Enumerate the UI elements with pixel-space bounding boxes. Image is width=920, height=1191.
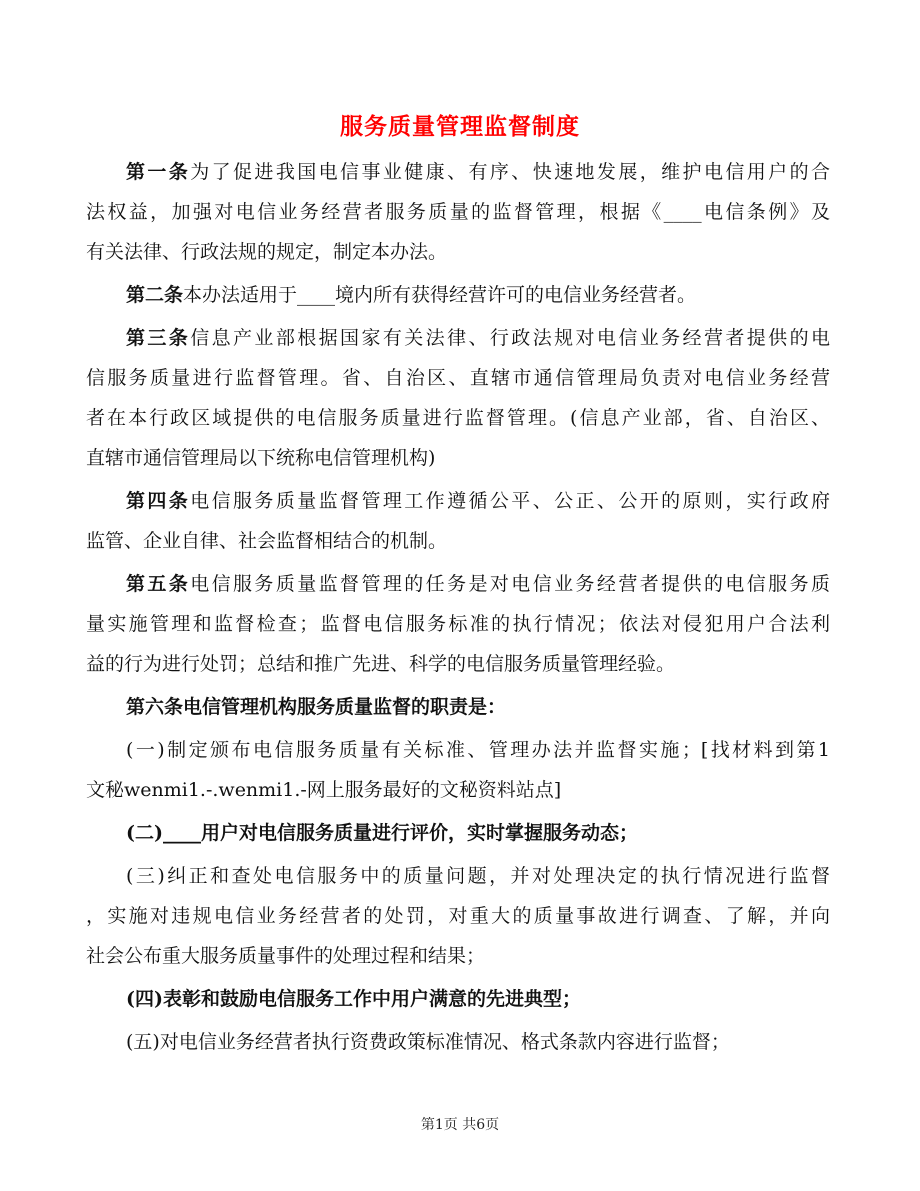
line-text: 社会公布重大服务质量事件的处理过程和结果； [86,945,486,967]
paragraph-line [86,1022,830,1062]
paragraph-line [86,979,830,1019]
article-number: 第二条 [126,284,184,306]
line-text: (五)对电信业务经营者执行资费政策标准情况、格式条款内容进行监督； [126,1031,730,1053]
paragraph-line [86,687,830,727]
line-text: 信服务质量进行监督管理。省、自治区、直辖市通信管理局负责对电信业务经营 [86,367,830,389]
paragraph [86,318,830,478]
page-number: 第1页 共6页 [420,1117,500,1133]
article-number: 第一条 [126,161,191,183]
paragraph-line [86,730,830,770]
paragraph [86,275,830,315]
line-text: 第六条电信管理机构服务质量监督的职责是： [126,696,507,718]
line-text: 文秘wenmi1.-.wenmi1.-网上服务最好的文秘资料站点] [86,779,562,801]
paragraph-line [86,192,830,232]
paragraph-line [86,813,830,853]
line-text: 有关法律、行政法规的规定，制定本办法。 [86,241,448,263]
paragraph-line [86,896,830,936]
paragraph-line [86,398,830,438]
paragraph [86,152,830,272]
paragraph [86,564,830,684]
paragraph [86,856,830,976]
paragraph-line [86,936,830,976]
line-text: (三)纠正和查处电信服务中的质量问题，并对处理决定的执行情况进行监督 [126,865,830,887]
line-text: 者在本行政区域提供的电信服务质量进行监督管理。(信息产业部，省、自治区、 [86,407,830,429]
paragraph-line [86,521,830,561]
paragraph [86,687,830,727]
paragraph [86,979,830,1019]
article-number: 第四条 [126,490,191,512]
line-text: 直辖市通信管理局以下统称电信管理机构) [86,447,436,469]
line-text: 量实施管理和监督检查；监督电信服务标准的执行情况；依法对侵犯用户合法利 [86,613,830,635]
paragraph-line [86,644,830,684]
paragraph [86,813,830,853]
document-body [86,152,830,1065]
line-text: 益的行为进行处罚；总结和推广先进、科学的电信服务质量管理经验。 [86,653,676,675]
paragraph-line [86,358,830,398]
article-number: 第三条 [126,327,191,349]
paragraph [86,481,830,561]
paragraph [86,730,830,810]
line-text: (二)____用户对电信服务质量进行评价，实时掌握服务动态； [126,822,638,844]
paragraph-line [86,856,830,896]
line-text: 电信服务质量监督管理的任务是对电信业务经营者提供的电信服务质 [190,573,830,595]
paragraph-line [86,564,830,604]
line-text: 电信服务质量监督管理工作遵循公平、公正、公开的原则，实行政府 [190,490,830,512]
line-text: 法权益，加强对电信业务经营者服务质量的监督管理，根据《____电信条例》及 [86,201,830,223]
paragraph-line [86,152,830,192]
line-text: (四)表彰和鼓励电信服务工作中用户满意的先进典型； [126,988,581,1010]
line-text: 为了促进我国电信事业健康、有序、快速地发展，维护电信用户的合 [190,161,830,183]
paragraph-line [86,318,830,358]
line-text: 本办法适用于____境内所有获得经营许可的电信业务经营者。 [183,284,697,306]
paragraph-line [86,438,830,478]
paragraph-line [86,604,830,644]
paragraph-line [86,770,830,810]
paragraph-line [86,481,830,521]
paragraph-line [86,275,830,315]
line-text: 监管、企业自律、社会监督相结合的机制。 [86,530,448,552]
line-text: ，实施对违规电信业务经营者的处罚，对重大的质量事故进行调查、了解，并向 [86,905,830,927]
paragraph-line [86,232,830,272]
document-title: 服务质量管理监督制度 [340,113,580,140]
article-number: 第五条 [126,573,191,595]
line-text: (一)制定颁布电信服务质量有关标准、管理办法并监督实施；[找材料到第1 [126,739,830,761]
line-text: 信息产业部根据国家有关法律、行政法规对电信业务经营者提供的电 [190,327,830,349]
paragraph [86,1022,830,1062]
